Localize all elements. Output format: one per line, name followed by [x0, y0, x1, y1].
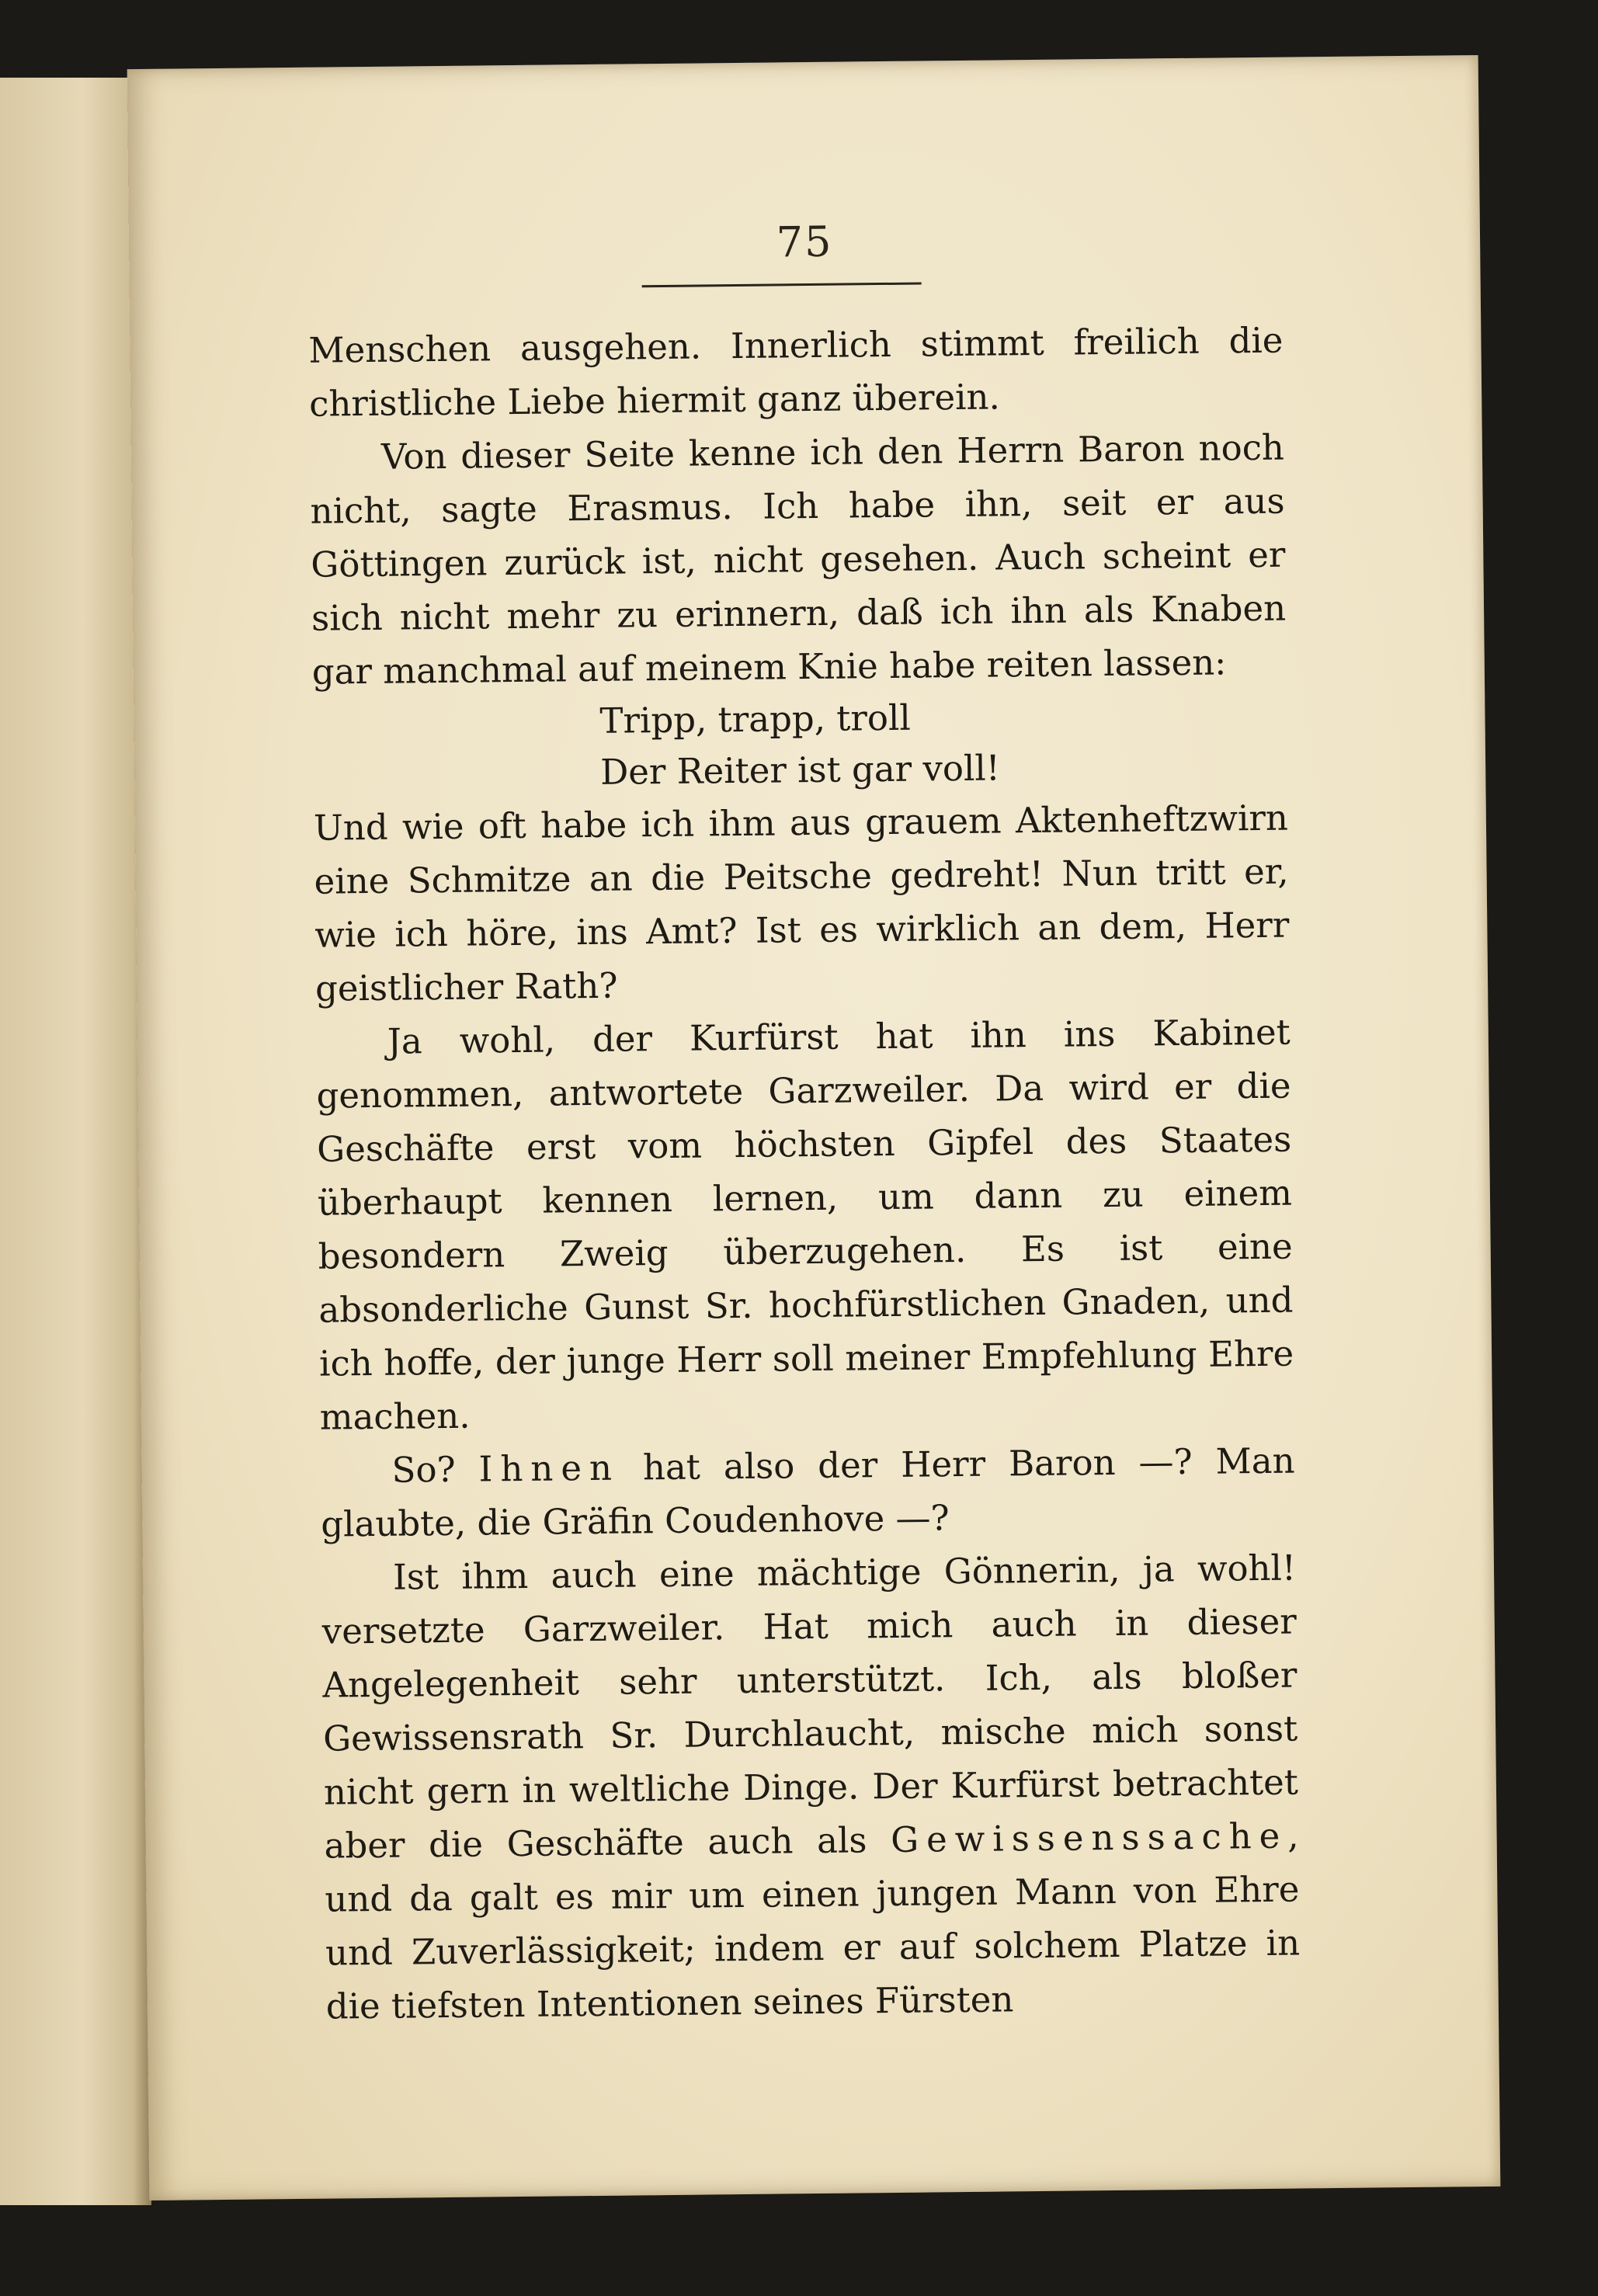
- paragraph-text: Ist ihm auch eine mächtige Gönnerin, ja wohl! versetzte Garzweiler. Hat mich auch in dieser Angelegenheit sehr unterstützt. Ich, als bloßer Gewissensrath Sr. Durchlaucht, mische mich sonst nicht gern in weltliche Dinge. Der Kurfürst betrachtet aber die Geschäfte auch als: [321, 1547, 1299, 1867]
- page-number: 75: [776, 217, 833, 267]
- paragraph: Ja wohl, der Kurfürst hat ihn ins Kabinet genommen, antwortete Garzweiler. Da wird er die Geschäfte erst vom höchsten Gipfel des Staates überhaupt kennen lernen, um dann zu einem besondern Zweig überzugehen. Es ist eine absonderliche Gunst Sr. hochfürstlichen Gnaden, und ich hoffe, der junge Herr soll meiner Empfehlung Ehre machen.: [316, 1011, 1294, 1438]
- paragraph-text: So?: [391, 1448, 479, 1491]
- body-text: [308, 314, 1301, 2034]
- paragraph: Von dieser Seite kenne ich den Herrn Baron noch nicht, sagte Erasmus. Ich habe ihn, seit er aus Göttingen zurück ist, nicht gesehen. Auch scheint er sich nicht mehr zu erinnern, daß ich ihn als Knaben gar manchmal auf meinem Knie habe reiten lassen:: [310, 426, 1287, 693]
- emphasized-word: Ihnen: [478, 1447, 620, 1490]
- book-page: [127, 55, 1501, 2200]
- paragraph: Menschen ausgehen. Innerlich stimmt freilich die christliche Liebe hiermit ganz überein.: [308, 319, 1284, 425]
- emphasized-word: Gewissenssache: [890, 1815, 1288, 1861]
- paragraph: [320, 1434, 1295, 1551]
- verse-line: Tripp, trapp, troll: [599, 696, 912, 742]
- header-rule: [642, 282, 922, 287]
- paragraph-text: hat also der Herr Baron —? Man glaubte, die Gräfin Coudenhove —?: [321, 1440, 1295, 1545]
- paragraph-text: , und da galt es mir um einen jungen Mann von Ehre und Zuverlässigkeit; indem er auf solchem Platze in die tiefsten Intentionen seines Fürsten: [325, 1815, 1301, 2027]
- verse: [312, 689, 1287, 801]
- verse-line: Der Reiter ist gar voll!: [599, 747, 1001, 793]
- facing-page-edge: [0, 78, 151, 2205]
- paragraph: [321, 1541, 1301, 2034]
- paragraph: Und wie oft habe ich ihm aus grauem Aktenheftzwirn eine Schmitze an die Peitsche gedreht! Nun tritt er, wie ich höre, ins Amt? Ist es wirklich an dem, Herr geistlicher Rath?: [313, 797, 1290, 1009]
